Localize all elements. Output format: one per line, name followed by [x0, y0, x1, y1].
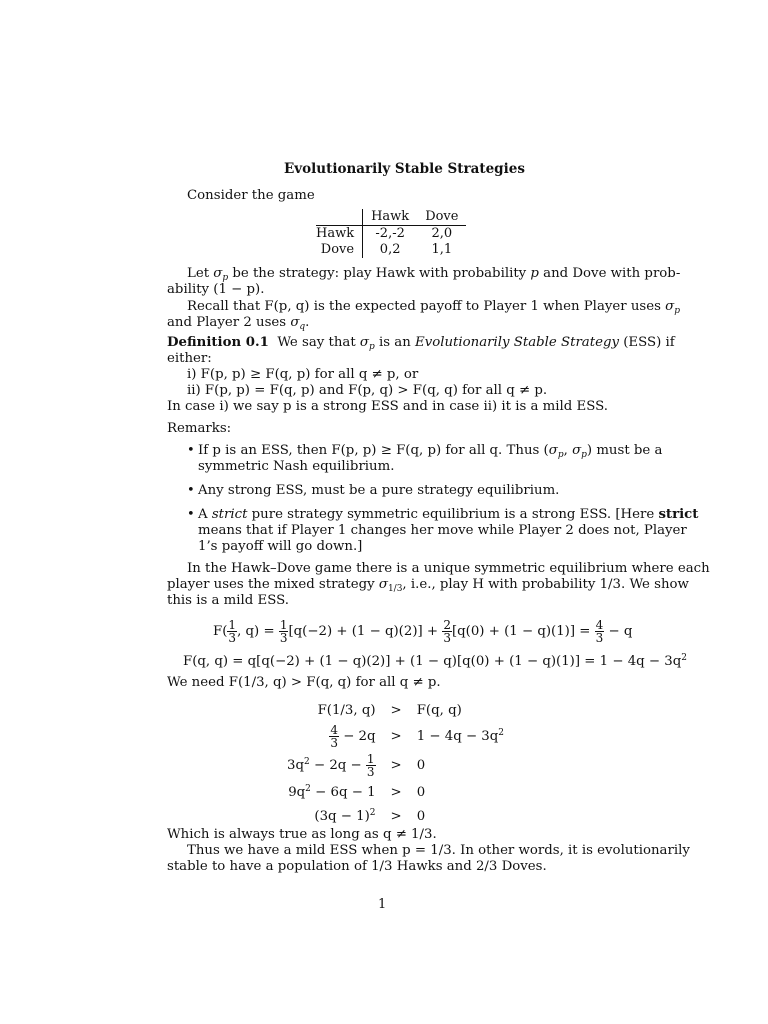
need-line: We need F(1/3, q) > F(q, q) for all q ≠ p. [167, 675, 441, 690]
frac-two-thirds: $\frac{2}{3}$ [443, 618, 451, 645]
let-paragraph: Let $\sigma_p$ be the strategy: play Hawk with probability p and Dove with prob- [187, 266, 681, 283]
page-title: Evolutionarily Stable Strategies [284, 161, 525, 177]
bullet-3-marker: • [187, 507, 195, 522]
frac-four-thirds: $\frac{4}{3}$ [595, 618, 604, 645]
ineq-1-rhs: F(q, q) [416, 702, 462, 718]
recall-paragraph: Recall that F(p, q) is the expected payoff to Player 1 when Player uses $\sigma_p$ [187, 299, 680, 316]
condition-ii: ii) F(p, p) = F(q, p) and F(p, q) > F(q, q) for all q ≠ p. [187, 383, 548, 398]
ineq-5-rhs: 0 [416, 808, 426, 824]
bullet-2-marker: • [187, 483, 195, 498]
definition-line2: either: [167, 351, 212, 366]
cell-hawk-dove: 2,0 [431, 226, 453, 241]
frac-one-third-b: $\frac{1}{3}$ [279, 618, 288, 645]
ineq-3-rhs: 0 [416, 758, 426, 773]
hawk-dove-line3: this is a mild ESS. [167, 593, 289, 608]
col-header-dove: Dove [417, 209, 466, 226]
ineq-4-rhs: 0 [416, 784, 426, 800]
frac-one-third: $\frac{1}{3}$ [228, 618, 237, 645]
let-paragraph-line2: ability (1 − p). [167, 282, 265, 297]
payoff-table [316, 209, 466, 258]
bullet-1-line2: symmetric Nash equilibrium. [198, 459, 395, 474]
intro-text: Consider the game [187, 188, 315, 203]
table-corner [316, 209, 363, 226]
which-line: Which is always true as long as q ≠ 1/3. [167, 827, 437, 842]
ineq-2-lhs: $\frac{4}{3}$ − 2q [330, 723, 376, 750]
cell-dove-hawk: 0,2 [379, 242, 401, 257]
row-label-hawk: Hawk [316, 226, 363, 243]
ineq-3-op: > [390, 758, 402, 773]
cell-hawk-hawk: -2,-2 [375, 226, 405, 241]
bullet-1-line1: If p is an ESS, then F(p, p) ≥ F(q, p) for all q. Thus ($\sigma_p$, $\sigma_p$) must be a [198, 443, 663, 460]
ineq-4-op: > [390, 784, 402, 800]
bullet-2-line1: Any strong ESS, must be a pure strategy equilibrium. [198, 483, 560, 498]
cell-dove-dove: 1,1 [431, 242, 453, 257]
ineq-1-lhs: F(1/3, q) [317, 702, 376, 718]
thus-line1: Thus we have a mild ESS when p = 1/3. In other words, it is evolutionarily [187, 843, 690, 858]
bullet-3-line3: 1’s payoff will go down.] [198, 539, 363, 554]
equation-1: F( $\frac{1}{3}$ , q) = $\frac{1}{3}$ [q(−2) + (1 − q)(2)] + $\frac{2}{3}$ [q(0) + (1 − q)(1)] = $\frac{4}{3}$ − q [213, 618, 633, 645]
ineq-5-lhs: $(3q - 1)^2$ [314, 807, 376, 824]
definition-line1: Definition 0.1 We say that $\sigma_p$ is an Evolutionarily Stable Strategy (ESS) if [167, 335, 675, 352]
inequality-derivation [282, 698, 509, 828]
thus-line2: stable to have a population of 1/3 Hawks and 2/3 Doves. [167, 859, 547, 874]
equation-2: F(q, $q) = q[q(-2) + (1 - q)(2)] + (1 - q)[q(0) + (1 - q)(1)] = 1 - 4q - 3q^2$ [183, 653, 687, 669]
bullet-1-marker: • [187, 443, 195, 458]
bullet-3-line1: A strict pure strategy symmetric equilibrium is a strong ESS. [Here strict [198, 507, 699, 522]
page-number: 1 [378, 897, 387, 912]
bullet-3-line2: means that if Player 1 changes her move while Player 2 does not, Player [198, 523, 687, 538]
ineq-2-op: > [390, 729, 402, 744]
hawk-dove-line1: In the Hawk–Dove game there is a unique symmetric equilibrium where each [187, 561, 710, 576]
row-label-dove: Dove [316, 242, 363, 258]
remarks-heading: Remarks: [167, 421, 232, 436]
condition-i: i) F(p, p) ≥ F(q, p) for all q ≠ p, or [187, 367, 419, 382]
col-header-hawk: Hawk [363, 209, 418, 226]
recall-paragraph-line2: and Player 2 uses $\sigma_q$. [167, 315, 310, 332]
case-line: In case i) we say p is a strong ESS and in case ii) it is a mild ESS. [167, 399, 608, 414]
ineq-5-op: > [390, 808, 402, 824]
ineq-3-lhs: $3q^2 - 2q$ − $\frac{1}{3}$ [287, 752, 375, 779]
hawk-dove-line2: player uses the mixed strategy $\sigma_{1/3}$, i.e., play H with probability 1/3. We show [167, 577, 689, 594]
ineq-2-rhs: $1 - 4q - 3q^2$ [416, 728, 505, 744]
ineq-4-lhs: $9q^2 - 6q - 1$ [288, 783, 376, 800]
ineq-1-op: > [390, 702, 402, 718]
